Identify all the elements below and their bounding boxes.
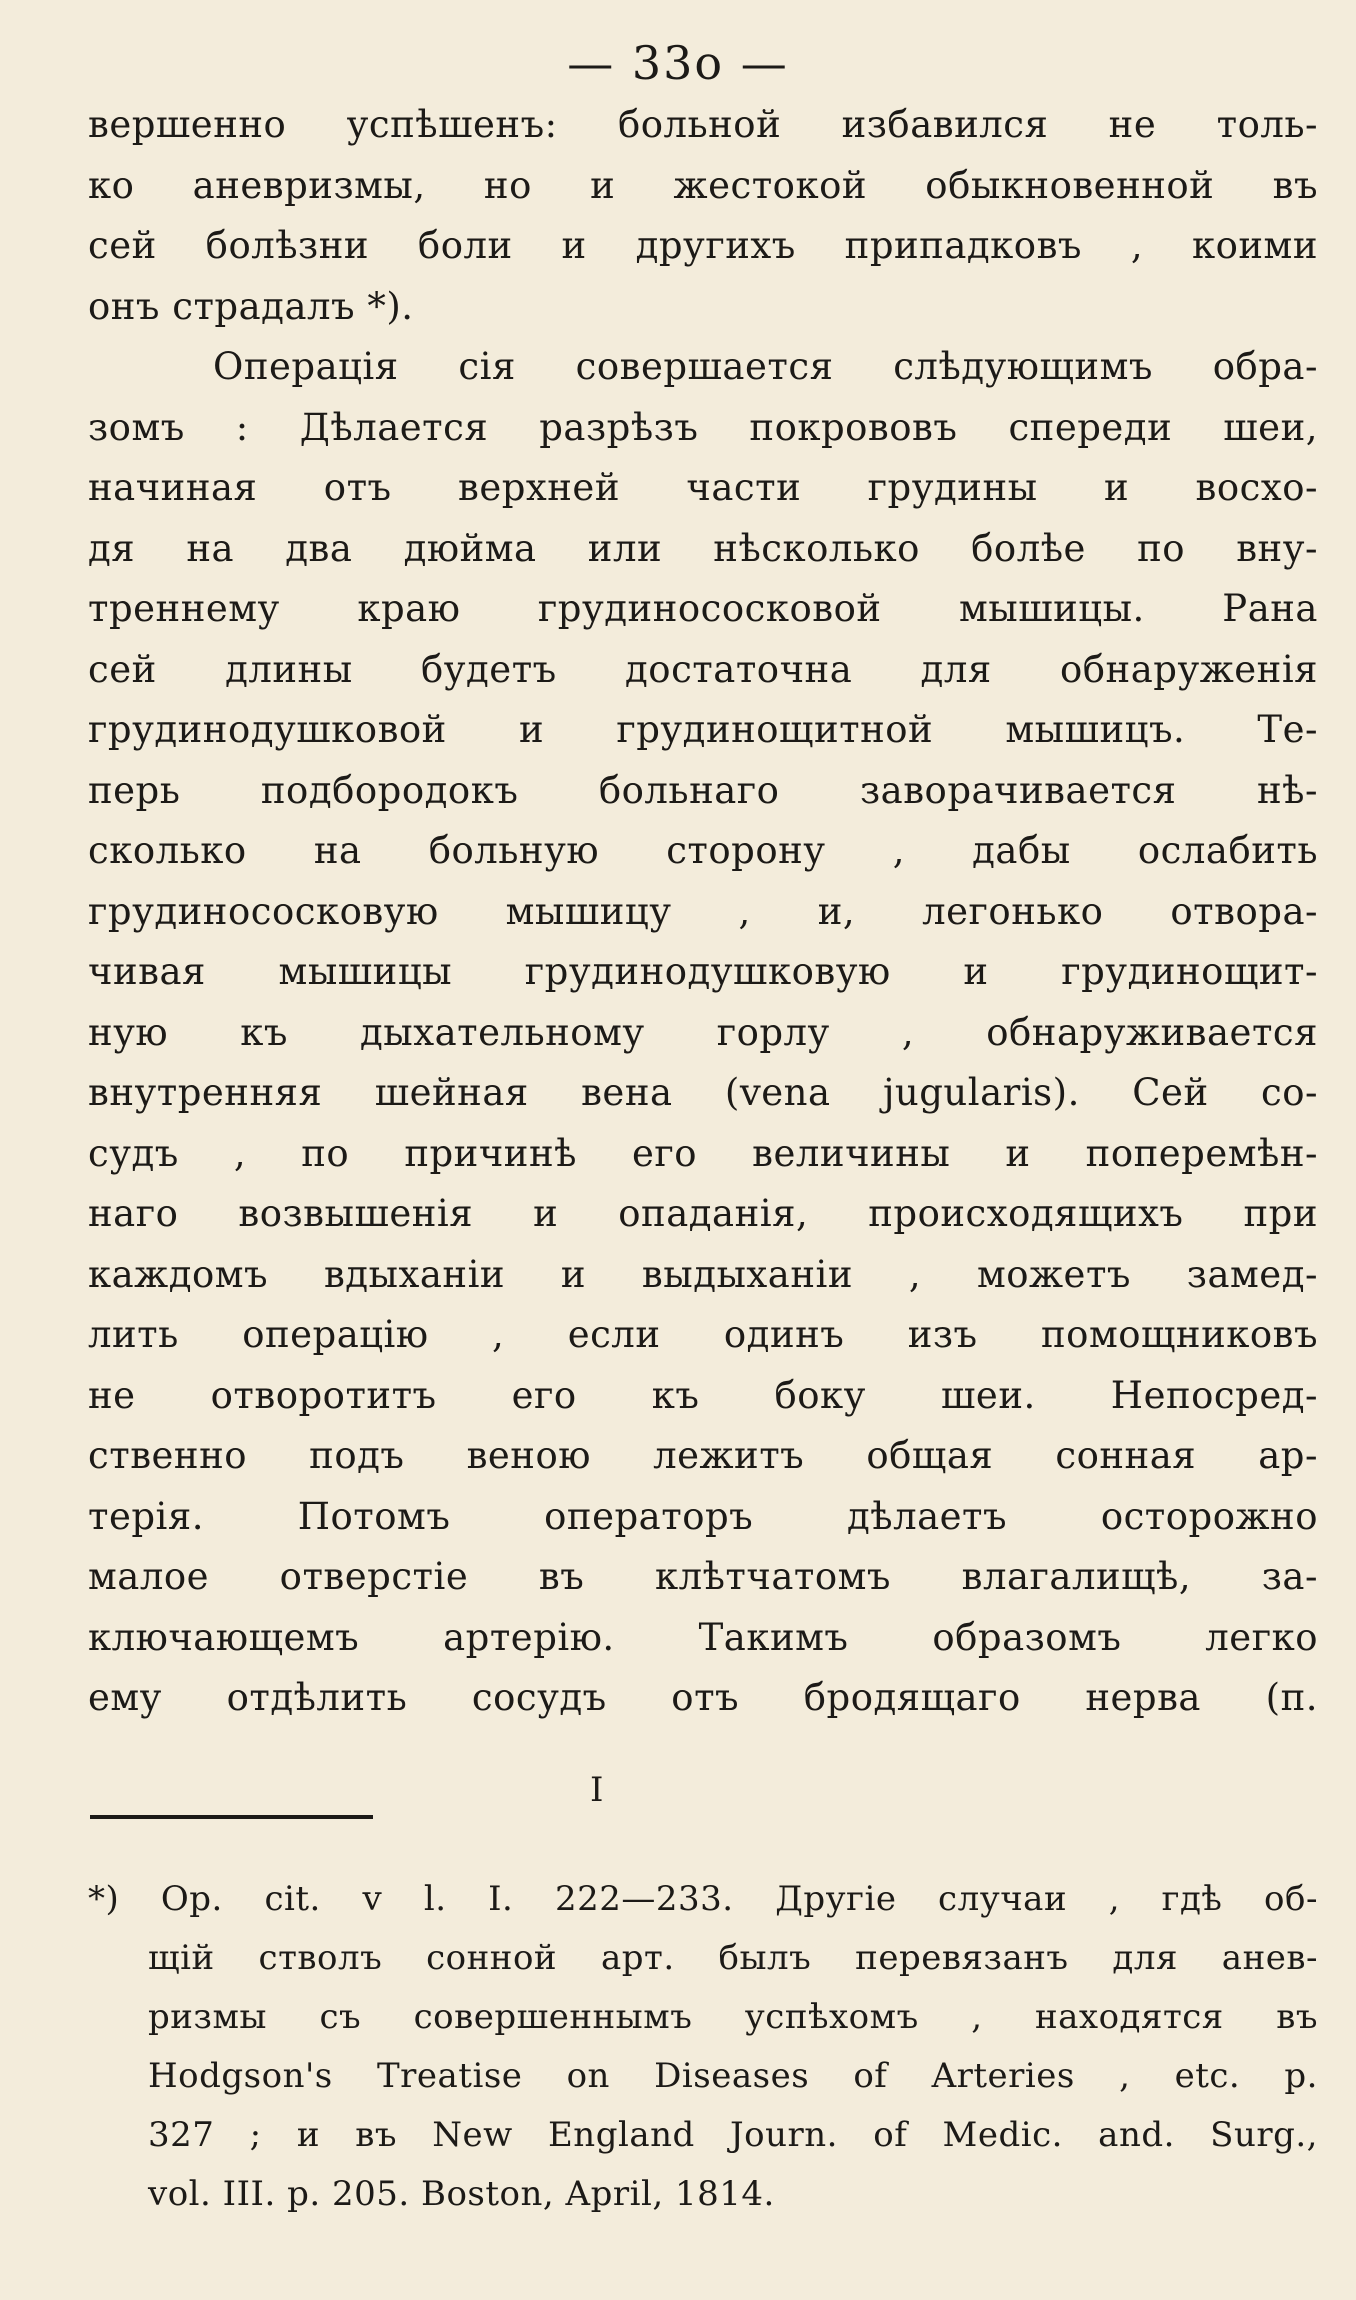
text-line: каждомъ вдыханіи и выдыханіи , можетъ замед- [88, 1252, 1318, 1296]
text-line: судъ , по причинѣ его величины и поперемѣн- [88, 1131, 1318, 1175]
text-line: зомъ : Дѣлается разрѣзъ покрововъ спереди шеи, [88, 405, 1318, 449]
text-line: сколько на больную сторону , дабы ослабить [88, 829, 1318, 872]
text-line: наго возвышенія и опаданія, происходящихъ при [88, 1192, 1318, 1235]
text-line: перь подбородокъ больнаго заворачивается нѣ- [88, 768, 1318, 812]
text-line: начиная отъ верхней части грудины и восхо- [88, 466, 1318, 509]
footnote-rule [90, 1815, 373, 1819]
text-line: сей длины будетъ достаточна для обнаруженія [88, 647, 1318, 691]
text-line: терія. Потомъ операторъ дѣлаетъ осторожно [88, 1494, 1318, 1538]
footnote-line: *) Op. cit. v l. I. 222—233. Другіе случаи , гдѣ об- [88, 1879, 1318, 1919]
text-line: ственно подъ веною лежитъ общая сонная ар- [88, 1434, 1318, 1477]
text-line: дя на два дюйма или нѣсколько болѣе по вну- [88, 526, 1318, 570]
paragraph-start-line: Операція сія совершается слѣдующимъ обра- [213, 345, 1318, 388]
text-line: не отворотитъ его къ боку шеи. Непосред- [88, 1373, 1318, 1417]
main-text [88, 95, 1318, 1729]
text-line: ную къ дыхательному горлу , обнаруживается [88, 1010, 1318, 1054]
footnote-line: Hodgson's Treatise on Diseases of Arteries , etc. p. [148, 2056, 1318, 2096]
footnote-line: щій стволъ сонной арт. былъ перевязанъ для анев- [148, 1938, 1318, 1978]
text-line: грудинодушковой и грудинощитной мышицъ. Те- [88, 708, 1318, 751]
text-line: онъ страдалъ *). [88, 284, 414, 328]
text-line: малое отверстіе въ клѣтчатомъ влагалищѣ, за- [88, 1555, 1318, 1598]
text-line: сей болѣзни боли и другихъ припадковъ , коими [88, 224, 1318, 267]
page-number: — 33о — [567, 36, 789, 90]
footnote-line: ризмы съ совершеннымъ успѣхомъ , находятся въ [148, 1997, 1318, 2037]
footnote [88, 1870, 1318, 2224]
footnote-line: vol. III. p. 205. Boston, April, 1814. [148, 2174, 775, 2214]
footnote-line: 327 ; и въ New England Journ. of Medic. and. Surg., [148, 2115, 1318, 2155]
text-line: ключающемъ артерію. Такимъ образомъ легко [88, 1615, 1318, 1659]
text-line: грудинососковую мышицу , и, легонько отвора- [88, 889, 1318, 933]
text-line: лить операцію , если одинъ изъ помощниковъ [88, 1313, 1318, 1356]
signature-mark: I [590, 1770, 604, 1810]
text-line: ему отдѣлить сосудъ отъ бродящаго нерва (п. [88, 1676, 1318, 1719]
text-line: треннему краю грудинососковой мышицы. Рана [88, 587, 1318, 630]
text-line: вершенно успѣшенъ: больной избавился не толь- [88, 103, 1318, 146]
text-line: внутренняя шейная вена (vena jugularis). Сей со- [88, 1071, 1318, 1114]
text-line: чивая мышицы грудинодушковую и грудинощит- [88, 950, 1318, 993]
text-line: ко аневризмы, но и жестокой обыкновенной въ [88, 163, 1318, 207]
